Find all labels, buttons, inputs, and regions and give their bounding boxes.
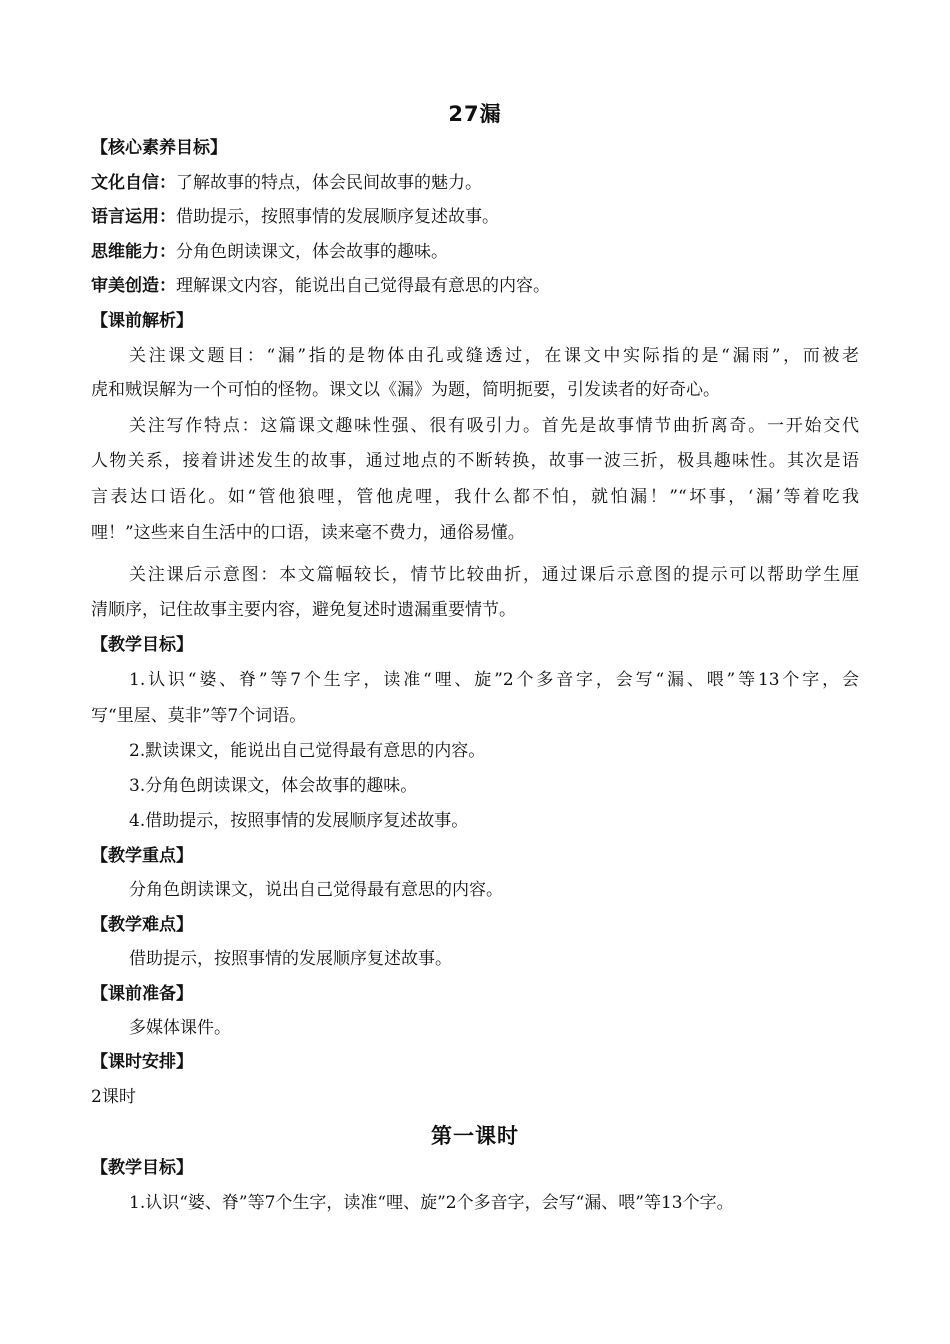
schedule-text: 2课时: [91, 1087, 136, 1107]
lesson-goal-line: 1.认识“婆、脊”等7个生字，读准“哩、旋”2个多音字，会写“漏、喂”等13个字。: [129, 1193, 734, 1213]
section-heading-preparation: 【课前准备】: [91, 984, 193, 1004]
document-title: 27漏: [448, 102, 502, 126]
paragraph-line: 言表达口语化。如“管他狼哩，管他虎哩，我什么都不怕，就怕漏！”“坏事，‘漏’等着吃我: [91, 487, 859, 507]
core-goal-culture: [91, 171, 859, 195]
paragraph-line: 人物关系，接着讲述发生的故事，通过地点的不断转换，故事一波三折，极具趣味性。其次是语: [91, 451, 859, 471]
paragraph-line: 哩！”这些来自生活中的口语，读来毫不费力，通俗易懂。: [91, 523, 525, 543]
section-heading-teaching-goals: 【教学目标】: [91, 635, 193, 655]
paragraph-line: 关注课后示意图：本文篇幅较长，情节比较曲折，通过课后示意图的提示可以帮助学生厘: [129, 565, 859, 585]
paragraph-line: 关注课文题目：“漏”指的是物体由孔或缝透过，在课文中实际指的是“漏雨”，而被老: [129, 346, 859, 366]
paragraph-line: 清顺序，记住故事主要内容，避免复述时遗漏重要情节。: [91, 600, 516, 620]
paragraph-line: 虎和贼误解为一个可怕的怪物。课文以《漏》为题，简明扼要，引发读者的好奇心。: [91, 380, 720, 400]
goal-line: 1.认识“婆、脊”等7个生字，读准“哩、旋”2个多音字，会写“漏、喂”等13个字，会: [129, 670, 859, 690]
preparation-text: 多媒体课件。: [129, 1018, 231, 1038]
paragraph-line: 关注写作特点：这篇课文趣味性强、很有吸引力。首先是故事情节曲折离奇。一开始交代: [129, 416, 859, 436]
core-goal-thinking: [91, 240, 859, 264]
difficulties-text: 借助提示，按照事情的发展顺序复述故事。: [129, 949, 452, 969]
section-heading-schedule: 【课时安排】: [91, 1052, 193, 1072]
goal-line: 写“里屋、莫非”等7个词语。: [91, 706, 307, 726]
core-goal-text: 借助提示，按照事情的发展顺序复述故事。: [176, 207, 499, 227]
section-heading-pre-analysis: 【课前解析】: [91, 311, 193, 331]
core-goal-aesthetic: [91, 274, 859, 298]
section-heading-core-goals: 【核心素养目标】: [91, 138, 227, 158]
goal-line: 4.借助提示，按照事情的发展顺序复述故事。: [129, 811, 469, 831]
core-goal-text: 理解课文内容，能说出自己觉得最有意思的内容。: [176, 276, 550, 296]
core-goal-text: 分角色朗读课文，体会故事的趣味。: [176, 242, 448, 262]
lesson-title: 第一课时: [431, 1124, 519, 1148]
section-heading-lesson-goals: 【教学目标】: [91, 1158, 193, 1178]
goal-line: 3.分角色朗读课文，体会故事的趣味。: [129, 776, 418, 796]
core-goal-text: 了解故事的特点，体会民间故事的魅力。: [176, 173, 482, 193]
core-goal-language: [91, 205, 859, 229]
core-goal-label: 文化自信：: [91, 173, 176, 193]
key-points-text: 分角色朗读课文，说出自己觉得最有意思的内容。: [129, 880, 503, 900]
goal-line: 2.默读课文，能说出自己觉得最有意思的内容。: [129, 741, 486, 761]
core-goal-label: 语言运用：: [91, 207, 176, 227]
core-goal-label: 思维能力：: [91, 242, 176, 262]
section-heading-difficulties: 【教学难点】: [91, 915, 193, 935]
section-heading-key-points: 【教学重点】: [91, 846, 193, 866]
core-goal-label: 审美创造：: [91, 276, 176, 296]
